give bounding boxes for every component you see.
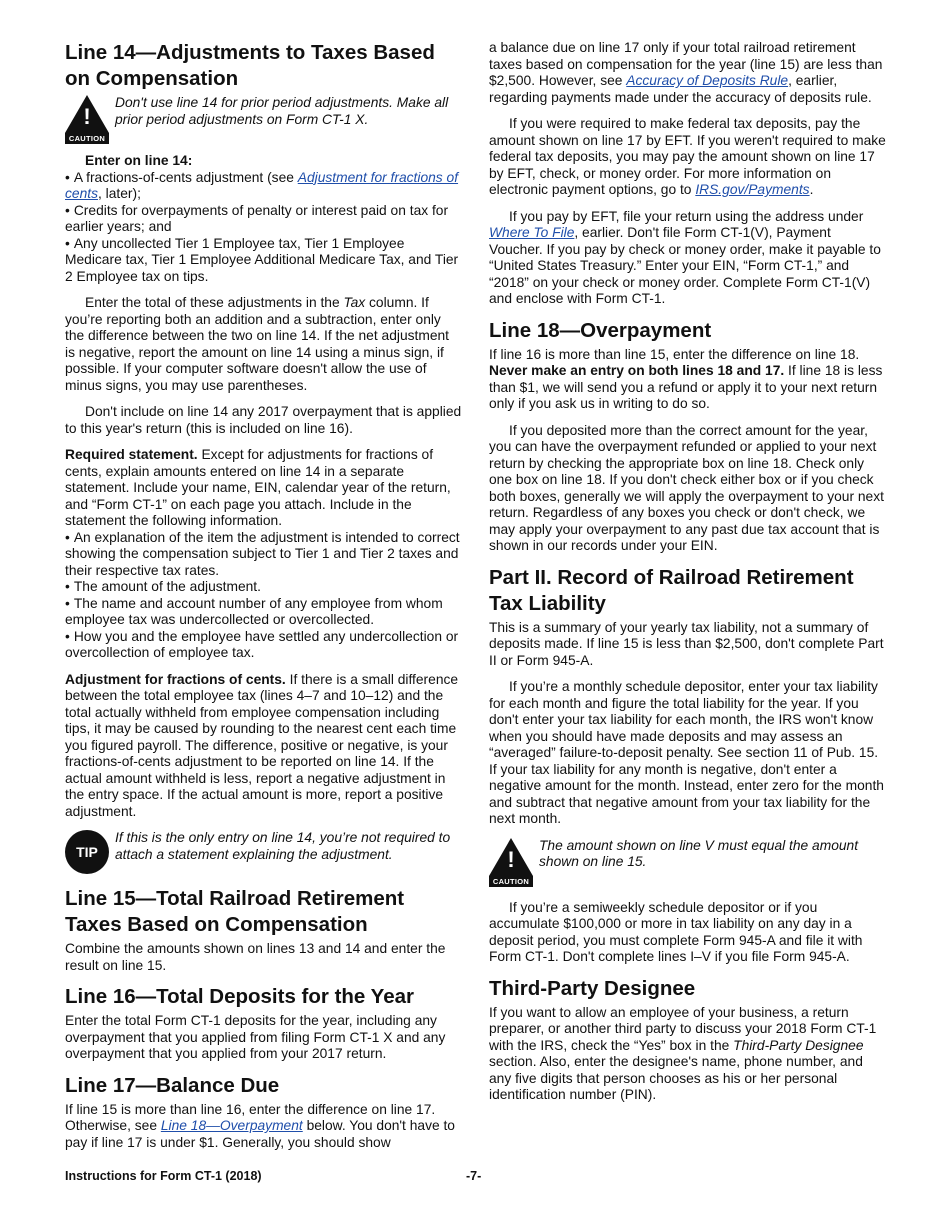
line18-heading: Line 18—Overpayment bbox=[489, 318, 712, 342]
caution-text: Don't use line 14 for prior period adjustments. Make all prior period adjustments on Form CT-1 X. bbox=[115, 95, 449, 127]
caution-text: The amount shown on line V must equal the amount shown on line 15. bbox=[539, 837, 859, 869]
line-v-caution-note bbox=[489, 838, 886, 888]
right-column bbox=[489, 40, 886, 1114]
list-item: • Any uncollected Tier 1 Employee tax, Tier 1 Employee Medicare tax, Tier 1 Employee Additional Medicare Tax, and Tier 2 Employee tax on tips. bbox=[65, 236, 462, 286]
line14-caution-note bbox=[65, 95, 462, 145]
paragraph: a balance due on line 17 only if your total railroad retirement taxes based on compensation for the year (line 15) are less than $2,500. However, see Accuracy of Deposits Rule, earlier, regarding payments made under the accuracy of deposits rule. bbox=[489, 40, 883, 105]
list-item: • Credits for overpayments of penalty or interest paid on tax for earlier years; and bbox=[65, 203, 462, 236]
line18-overpayment-link[interactable]: Line 18—Overpayment bbox=[160, 1118, 303, 1133]
paragraph: If you’re a monthly schedule depositor, enter your tax liability for each month and figure the total liability for the year. If you don't enter your tax liability for each month, the IRS won't know when you should have made deposits and may assess an “averaged” failure-to-deposit penalty. See section 11 of Pub. 15. If your tax liability for any month is negative, don't enter a negative amount for the month. Instead, enter zero for the month and subtract that negative amount from your tax liability for the next month. bbox=[489, 679, 884, 826]
paragraph: If line 15 is more than line 16, enter the difference on line 17. Otherwise, see Line 18—Overpayment below. You don't have to pay if line 17 is under $1. Generally, you should show bbox=[65, 1101, 455, 1150]
line16-heading: Line 16—Total Deposits for the Year bbox=[65, 985, 414, 1008]
line14-heading: Line 14—Adjustments to Taxes Based on Compensation bbox=[65, 41, 435, 90]
list-item: • An explanation of the item the adjustment is intended to correct showing the compensation subject to Tier 1 and Tier 2 taxes and their respective tax rates. bbox=[65, 530, 462, 580]
third-party-designee-heading: Third-Party Designee bbox=[489, 976, 696, 1000]
fractions-paragraph: Adjustment for fractions of cents. If there is a small difference between the total employee tax (lines 4–7 and 10–12) and the total actually withheld from employee compensation including tips, it may be caused by rounding to the nearest cent each time you figured payroll. The difference, positive or negative, is your fractions-of-cents adjustment to be reported on line 14. If the actual amount withheld is less, report a negative adjustment in the entry space. If the actual amount is more, report a positive adjustment. bbox=[65, 671, 459, 819]
list-item: • The amount of the adjustment. bbox=[65, 579, 462, 596]
footer-title: Instructions for Form CT-1 (2018) bbox=[65, 1169, 262, 1183]
accuracy-of-deposits-link[interactable]: Accuracy of Deposits Rule bbox=[626, 73, 789, 88]
paragraph: If you deposited more than the correct amount for the year, you can have the overpayment refunded or applied to your next return by checking the appropriate box on line 18. Check only one box on line 18. If you don't check either box or if you check both boxes, generally we will apply the overpayment to your next return. Regardless of any boxes you check or don't check, we may apply your overpayment to any past due tax account that is shown in our records under your EIN. bbox=[489, 422, 884, 553]
paragraph: If you’re a semiweekly schedule depositor or if you accumulate $100,000 or more in tax liability on any day in a deposit period, you must complete Form 945-A and file it with Form CT-1. Don't complete lines I–V if you file Form 945-A. bbox=[489, 899, 863, 964]
paragraph: If you want to allow an employee of your business, a return preparer, or another third party to discuss your 2018 Form CT-1 with the IRS, check the “Yes” box in the Third-Party Designee section. Also, enter the designee's name, phone number, and any five digits that person chooses as his or her personal identification number (PIN). bbox=[489, 1004, 877, 1102]
irs-payments-link[interactable]: IRS.gov/Payments bbox=[695, 182, 810, 197]
paragraph: Enter the total of these adjustments in the Tax column. If you’re reporting both an addition and a subtraction, enter only the difference between the two on line 14. If the net adjustment is negative, report the amount on line 14 using a minus sign, if possible. If your computer software doesn't allow the use of minus signs, you may use parentheses. bbox=[65, 295, 450, 393]
tip-note bbox=[65, 830, 462, 874]
line15-heading: Line 15—Total Railroad Retirement Taxes Based on Compensation bbox=[65, 887, 405, 936]
where-to-file-link[interactable]: Where To File bbox=[489, 225, 575, 240]
paragraph: Enter the total Form CT-1 deposits for the year, including any overpayment that you applied from filing Form CT-1 X and any overpayment that you applied from your 2017 return. bbox=[65, 1013, 446, 1061]
part2-heading: Part II. Record of Railroad Retirement Tax Liability bbox=[489, 565, 854, 615]
left-column bbox=[65, 40, 462, 1161]
paragraph: This is a summary of your yearly tax liability, not a summary of deposits made. If line 15 is less than $2,500, don't complete Part II or Form 945-A. bbox=[489, 619, 884, 668]
page-number: -7- bbox=[466, 1169, 482, 1183]
caution-icon: ! CAUTION bbox=[65, 95, 109, 145]
paragraph: If you pay by EFT, file your return using the address under Where To File, earlier. Don't file Form CT-1(V), Payment Voucher. If you pay by check or money order, make it payable to “United States Treasury.” Enter your EIN, “Form CT-1,” and “2018” on your check or money order. Complete Form CT-1(V) and enclose with Form CT-1. bbox=[489, 208, 881, 306]
line17-heading: Line 17—Balance Due bbox=[65, 1073, 280, 1097]
paragraph: Don't include on line 14 any 2017 overpayment that is applied to this year's return (this is included on line 16). bbox=[65, 404, 462, 436]
paragraph: If you were required to make federal tax deposits, pay the amount shown on line 17 by EFT. If you weren't required to make federal tax deposits, you may pay the amount shown on line 17 by EFT, check, or money order. For more information on electronic payment options, go to IRS.gov/Payments. bbox=[489, 116, 886, 197]
caution-icon: ! CAUTION bbox=[489, 838, 533, 888]
paragraph: If line 16 is more than line 15, enter the difference on line 18. Never make an entry on both lines 18 and 17. If line 18 is less than $1, we will send you a refund or apply it to your next return only if you ask us in writing to do so. bbox=[489, 346, 883, 411]
list-item: • How you and the employee have settled any undercollection or overcollection of employee tax. bbox=[65, 629, 462, 662]
enter-heading: Enter on line 14: bbox=[85, 153, 193, 168]
adjustment-fractions-link[interactable]: Adjustment for fractions of cents bbox=[65, 169, 459, 201]
tip-text: If this is the only entry on line 14, you’re not required to attach a statement explaining the adjustment. bbox=[115, 830, 451, 862]
tip-icon: TIP bbox=[65, 830, 109, 874]
list-item: • The name and account number of any employee from whom employee tax was undercollected or overcollected. bbox=[65, 596, 462, 629]
required-statement-paragraph: Required statement. Except for adjustments for fractions of cents, explain amounts entered on line 14 in a separate statement. Include your name, EIN, calendar year of the return, and “Form CT-1” on each page you attach. Include in the statement the following information. bbox=[65, 447, 451, 528]
list-item: • A fractions-of-cents adjustment (see Adjustment for fractions of cents, later); bbox=[65, 170, 462, 203]
paragraph: Combine the amounts shown on lines 13 and 14 and enter the result on line 15. bbox=[65, 941, 446, 973]
